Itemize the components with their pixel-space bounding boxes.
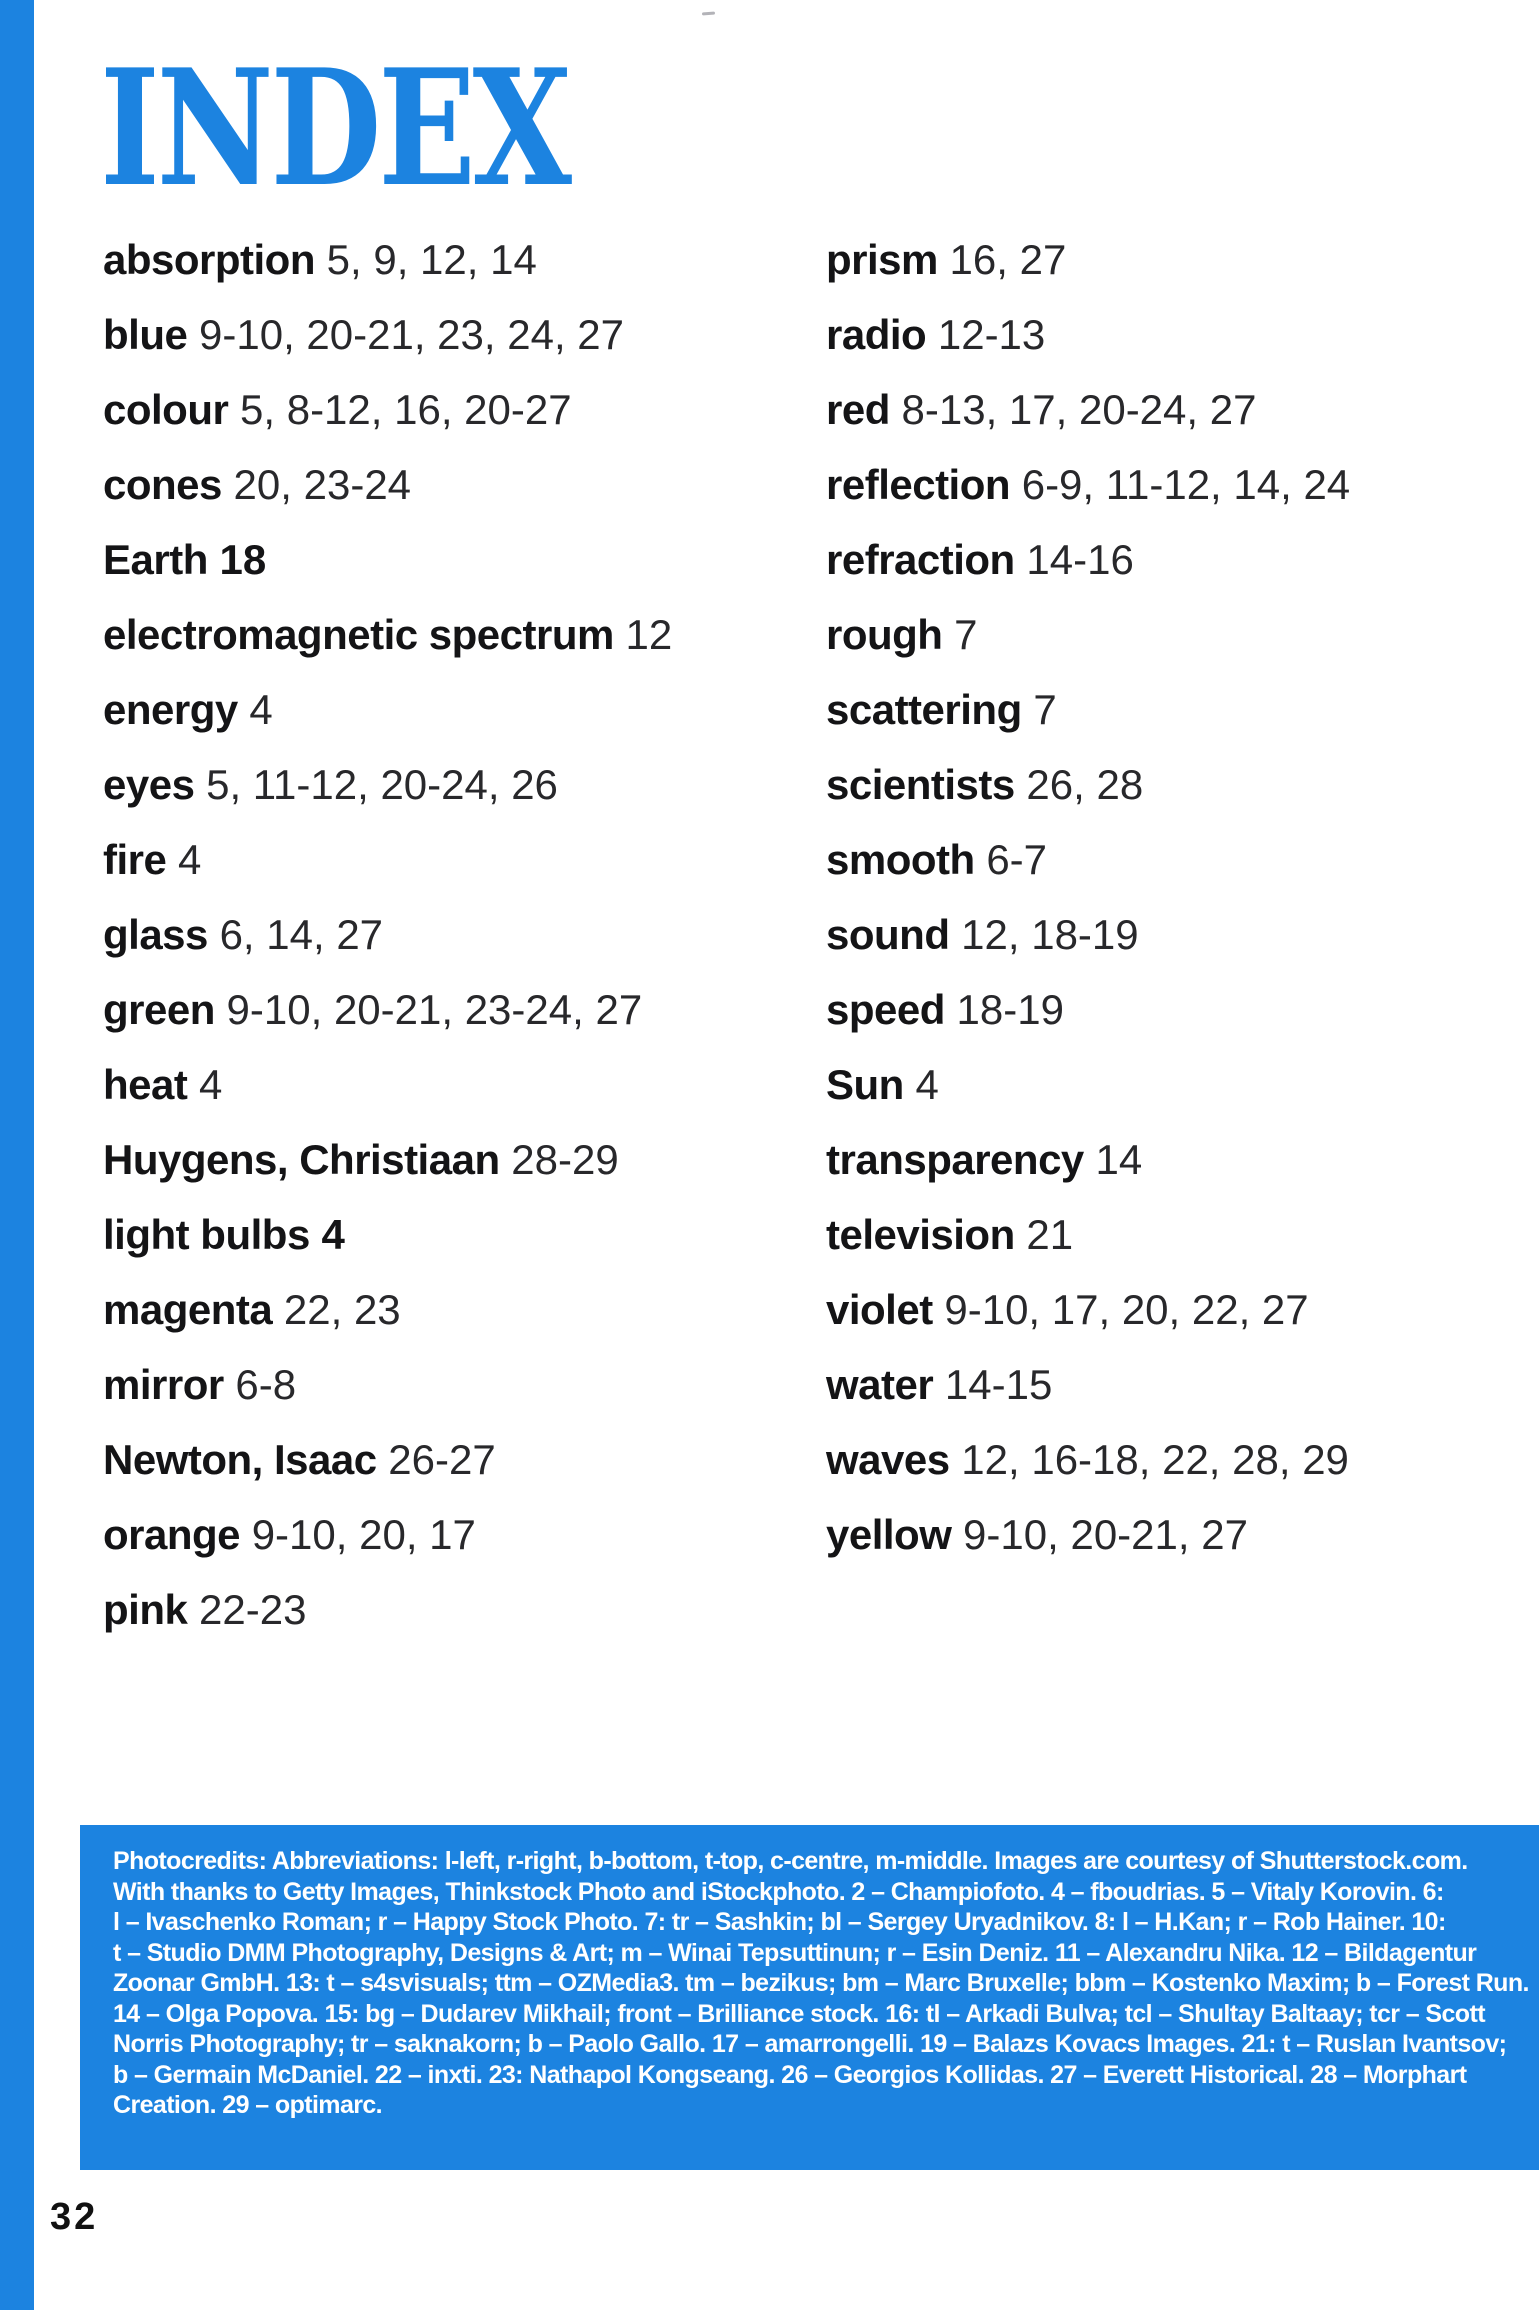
index-column-left (103, 238, 823, 1663)
index-pages: 9-10, 20-21, 27 (951, 1511, 1248, 1558)
index-entry (103, 463, 823, 507)
index-entry (103, 1288, 823, 1332)
scan-artifact-dash (702, 12, 715, 16)
index-term: waves (826, 1436, 950, 1483)
index-pages: 14 (1083, 1136, 1143, 1183)
index-entry (826, 1288, 1539, 1332)
index-term: radio (826, 311, 927, 358)
index-term: scattering (826, 686, 1022, 733)
index-term: speed (826, 986, 945, 1033)
photocredits-line: t – Studio DMM Photography, Designs & Art; m – Winai Tepsuttinun; r – Esin Deniz. 11 – Alexandru Nika. 12 – Bildagentur (113, 1938, 1477, 1967)
index-pages: 18 (207, 536, 267, 583)
index-pages: 4 (187, 1061, 223, 1108)
index-pages: 6-8 (223, 1361, 297, 1408)
index-entry (826, 913, 1539, 957)
index-entry (103, 988, 823, 1032)
index-term: orange (103, 1511, 241, 1558)
index-term: colour (103, 386, 229, 433)
index-term: heat (103, 1061, 188, 1108)
index-entry (826, 763, 1539, 807)
index-pages: 9-10, 20, 17 (240, 1511, 476, 1558)
index-entry (826, 313, 1539, 357)
index-term: energy (103, 686, 238, 733)
page-edge-bar (0, 0, 34, 2310)
index-term: Huygens, Christiaan (103, 1136, 500, 1183)
photocredits-line: Photocredits: Abbreviations: l-left, r-right, b-bottom, t-top, c-centre, m-middle. Images are courtesy of Shutterstock.com. (113, 1847, 1468, 1875)
index-term: rough (826, 611, 943, 658)
index-entry (103, 538, 823, 582)
index-pages: 4 (309, 1211, 345, 1258)
index-pages: 22-23 (187, 1586, 307, 1633)
index-entry (826, 1438, 1539, 1482)
index-entry (826, 988, 1539, 1032)
index-pages: 7 (942, 611, 978, 658)
photocredits-line: Zoonar GmbH. 13: t – s4svisuals; ttm – OZMedia3. tm – bezikus; bm – Marc Bruxelle; bbm – Kostenko Maxim; b – Forest Run. (113, 1969, 1529, 1997)
index-term: blue (103, 311, 188, 358)
photocredits-box (80, 1825, 1539, 2170)
index-pages: 5, 8-12, 16, 20-27 (228, 386, 572, 433)
index-pages: 6, 14, 27 (207, 911, 384, 958)
index-entry (103, 613, 823, 657)
index-term: Sun (826, 1061, 904, 1108)
index-term: reflection (826, 461, 1011, 508)
index-pages: 7 (1021, 686, 1057, 733)
index-entry (103, 313, 823, 357)
index-pages: 18-19 (944, 986, 1064, 1033)
index-pages: 28-29 (499, 1136, 619, 1183)
photocredits-line: With thanks to Getty Images, Thinkstock Photo and iStockphoto. 2 – Champiofoto. 4 – fboudrias. 5 – Vitaly Korovin. 6: (113, 1877, 1444, 1906)
index-term: prism (826, 236, 938, 283)
index-pages: 5, 9, 12, 14 (315, 236, 537, 283)
index-term: mirror (103, 1361, 224, 1408)
photocredits-line: Norris Photography; tr – saknakorn; b – Paolo Gallo. 17 – amarrongelli. 19 – Balazs Kovacs Images. 21: t – Ruslan Ivantsov; (113, 2030, 1507, 2058)
index-term: light bulbs (103, 1211, 310, 1258)
index-pages: 16, 27 (937, 236, 1067, 283)
index-term: refraction (826, 536, 1015, 583)
index-entry (103, 1513, 823, 1557)
index-pages: 12 (613, 611, 673, 658)
index-pages: 12, 18-19 (949, 911, 1139, 958)
index-entry (103, 238, 823, 282)
index-pages: 14-16 (1014, 536, 1134, 583)
index-entry (826, 838, 1539, 882)
index-pages: 9-10, 17, 20, 22, 27 (932, 1286, 1309, 1333)
index-pages: 6-9, 11-12, 14, 24 (1010, 461, 1351, 508)
page-number: 32 (50, 2196, 99, 2238)
index-pages: 14-15 (933, 1361, 1053, 1408)
index-pages: 20, 23-24 (221, 461, 412, 508)
index-term: eyes (103, 761, 195, 808)
index-entry (103, 1138, 823, 1182)
index-pages: 26, 28 (1014, 761, 1144, 808)
index-term: green (103, 986, 215, 1033)
index-pages: 22, 23 (272, 1286, 401, 1333)
index-pages: 9-10, 20-21, 23-24, 27 (214, 986, 643, 1033)
index-entry (826, 1138, 1539, 1182)
photocredits-line: l – Ivaschenko Roman; r – Happy Stock Photo. 7: tr – Sashkin; bl – Sergey Uryadnikov. 8: l – H.Kan; r – Rob Hainer. 10: (113, 1908, 1446, 1936)
index-entry (103, 1438, 823, 1482)
index-pages: 4 (237, 686, 273, 733)
index-entry (826, 538, 1539, 582)
index-pages: 8-13, 17, 20-24, 27 (889, 386, 1257, 433)
photocredits-line: b – Germain McDaniel. 22 – inxti. 23: Nathapol Kongseang. 26 – Georgios Kollidas. 27 – Everett Historical. 28 – Morphart (113, 2060, 1467, 2089)
index-term: smooth (826, 836, 975, 883)
index-term: violet (826, 1286, 933, 1333)
index-pages: 21 (1014, 1211, 1074, 1258)
index-term: water (826, 1361, 934, 1408)
page-title: INDEX (100, 34, 569, 222)
index-entry (103, 1213, 823, 1257)
index-pages: 12, 16-18, 22, 28, 29 (949, 1436, 1349, 1483)
index-entry (826, 613, 1539, 657)
index-entry (826, 388, 1539, 432)
index-pages: 9-10, 20-21, 23, 24, 27 (187, 311, 624, 358)
index-entry (103, 763, 823, 807)
index-term: sound (826, 911, 950, 958)
index-entry (826, 1213, 1539, 1257)
index-entry (103, 1363, 823, 1407)
index-term: glass (103, 911, 208, 958)
index-entry (826, 1063, 1539, 1107)
index-term: scientists (826, 761, 1015, 808)
index-term: television (826, 1211, 1015, 1258)
index-entry (826, 688, 1539, 732)
index-pages: 4 (903, 1061, 939, 1108)
index-term: electromagnetic spectrum (103, 611, 614, 658)
index-term: absorption (103, 236, 315, 283)
index-term: transparency (826, 1136, 1084, 1183)
photocredits-line: 14 – Olga Popova. 15: bg – Dudarev Mikhail; front – Brilliance stock. 16: tl – Arkadi Bulva; tcl – Shultay Baltaay; tcr – Scott (113, 1999, 1485, 2028)
index-entry (103, 688, 823, 732)
index-term: magenta (103, 1286, 273, 1333)
index-pages: 5, 11-12, 20-24, 26 (194, 761, 558, 808)
index-column-right (826, 238, 1539, 1588)
index-pages: 26-27 (376, 1436, 496, 1483)
index-entry (103, 1588, 823, 1632)
index-term: yellow (826, 1511, 952, 1558)
index-entry (103, 913, 823, 957)
index-pages: 4 (166, 836, 202, 883)
index-entry (826, 463, 1539, 507)
index-entry (103, 388, 823, 432)
photocredits-line: Creation. 29 – optimarc. (113, 2091, 383, 2119)
index-term: Earth (103, 536, 208, 583)
index-pages: 12-13 (926, 311, 1046, 358)
index-term: cones (103, 461, 222, 508)
index-entry (103, 1063, 823, 1107)
index-term: pink (103, 1586, 188, 1633)
index-entry (826, 1513, 1539, 1557)
index-term: red (826, 386, 890, 433)
index-entry (826, 1363, 1539, 1407)
index-entry (103, 838, 823, 882)
index-term: Newton, Isaac (103, 1436, 377, 1483)
index-pages: 6-7 (974, 836, 1048, 883)
index-entry (826, 238, 1539, 282)
index-term: fire (103, 836, 167, 883)
